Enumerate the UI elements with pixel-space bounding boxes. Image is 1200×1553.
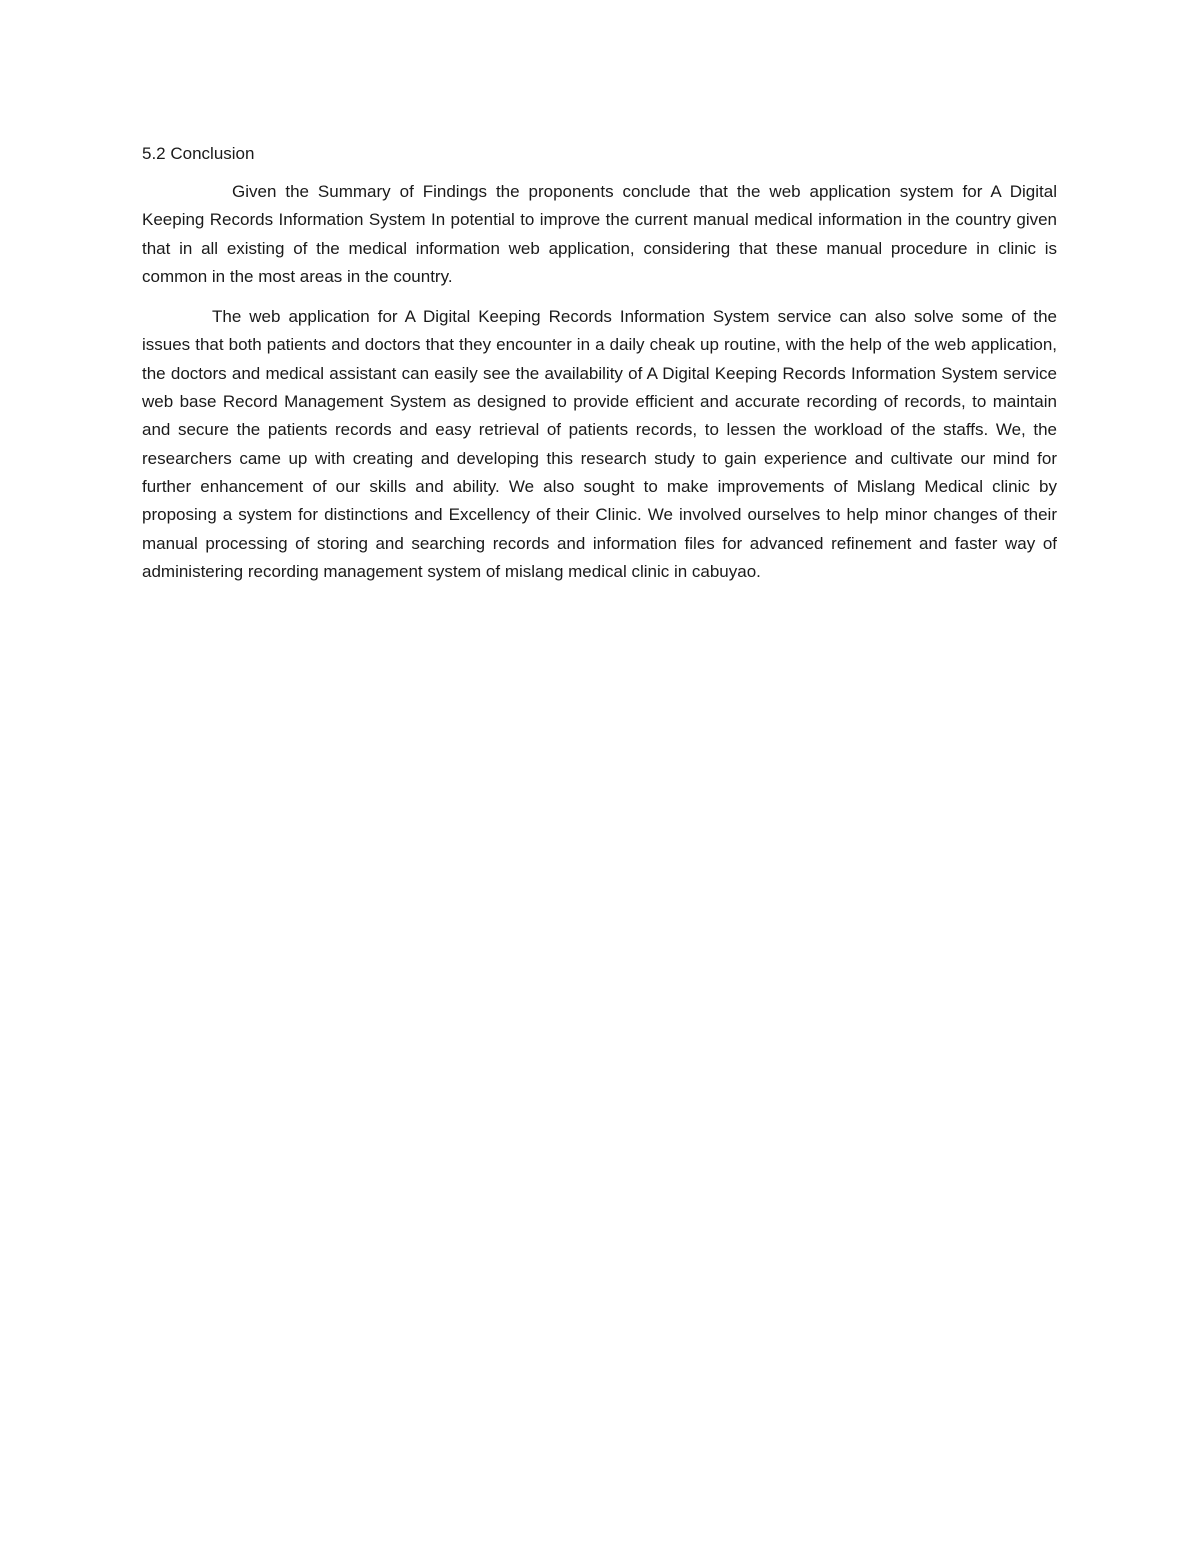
conclusion-paragraph-2: The web application for A Digital Keeping Records Information System service can also solve some of the issues that both patients and doctors that they encounter in a daily cheak up routine, with the help of the web application, the doctors and medical assistant can easily see the availability of A Digital Keeping Records Information System service web base Record Management System as designed to provide efficient and accurate recording of records, to maintain and secure the patients records and easy retrieval of patients records, to lessen the workload of the staffs. We, the researchers came up with creating and developing this research study to gain experience and cultivate our mind for further enhancement of our skills and ability. We also sought to make improvements of Mislang Medical clinic by proposing a system for distinctions and Excellency of their Clinic. We involved ourselves to help minor changes of their manual processing of storing and searching records and information files for advanced refinement and faster way of administering recording management system of mislang medical clinic in cabuyao. [142, 307, 1057, 581]
document-body [142, 140, 1057, 598]
conclusion-paragraph-1: Given the Summary of Findings the proponents conclude that the web application system for A Digital Keeping Records Information System In potential to improve the current manual medical information in the country given that in all existing of the medical information web application, considering that these manual procedure in clinic is common in the most areas in the country. [142, 182, 1057, 286]
section-heading: 5.2 Conclusion [142, 144, 255, 163]
